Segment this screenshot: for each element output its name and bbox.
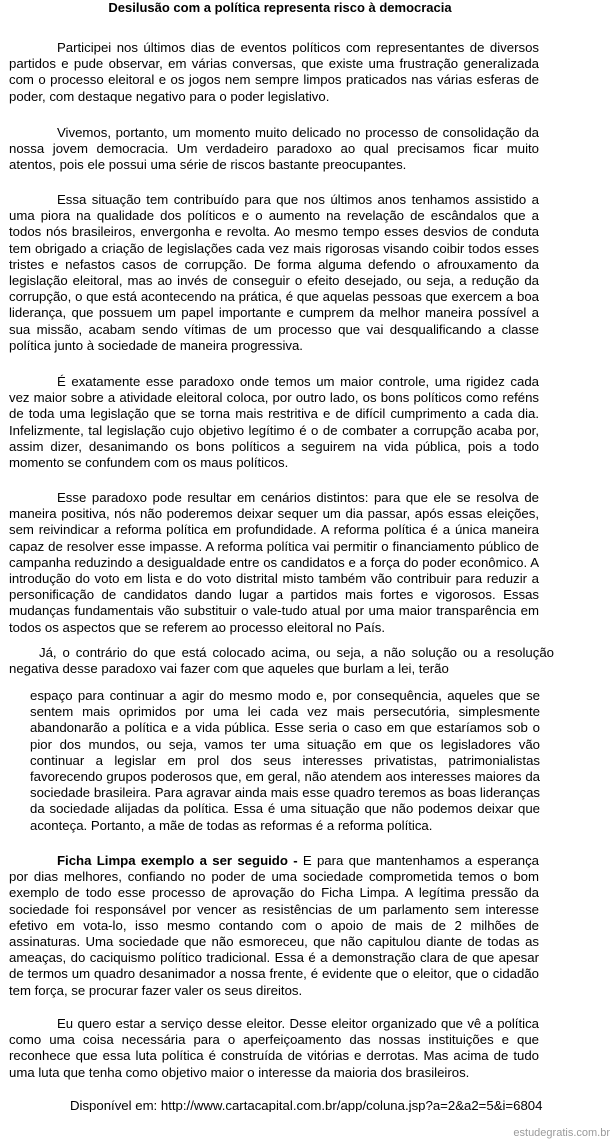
ficha-limpa-text: E para que mantenhamos a esperança por dias melhores, confiando no poder de uma sociedade comprometida temos o bom exemplo de todo esse processo de aprovação do Ficha Limpa. A legítima pressão da sociedade foi responsável por vencer as resistências de um parlamento sem interesse efetivo em vota-lo, isso mesmo contando com o apoio de mais de 2 milhões de assinaturas. Uma sociedade que não esmoreceu, que não capitulou diante de todas as ameaças, do caciquismo político tradicional. Essa é a demonstração clara de que apesar de termos um quadro desanimador a nossa frente, é evidente que o eleitor, que o cidadão tem força, se procurar fazer valer os seus direitos. (9, 853, 540, 998)
paragraph-3: Essa situação tem contribuído para que nos últimos anos tenhamos assistido a uma piora na qualidade dos políticos e o aumento na revelação de escândalos que a todos nós brasileiros, envergonha e revolta. Ao mesmo tempo esses desvios de conduta tem obrigado a criação de legislações cada vez mais rigorosas visando coibir todos esses tristes e nefastos casos de corrupção. De forma alguma defendo o afrouxamento da legislação eleitoral, mas ao invés de conseguir o efeito desejado, ou seja, a redução da corrupção, o que está acontecendo na prática, é que aquelas pessoas que exercem a boa liderança, que possuem um papel importante e cumprem da melhor maneira possível a sua missão, acabam sendo vítimas de um processo que vai desqualificando a classe política junto à sociedade de maneira progressiva. (9, 192, 539, 353)
paragraph-2: Vivemos, portanto, um momento muito delicado no processo de consolidação da nossa jovem democracia. Um verdadeiro paradoxo ao qual precisamos ficar muito atentos, pois ele possui uma série de riscos bastante preocupantes. (9, 125, 539, 173)
source-reference: Disponível em: http://www.cartacapital.com.br/app/coluna.jsp?a=2&a2=5&i=6804 (70, 1098, 543, 1112)
paragraph-4: É exatamente esse paradoxo onde temos um maior controle, uma rigidez cada vez maior sobre a atividade eleitoral coloca, por outro lado, os bons políticos como reféns de toda uma legislação que se torna mais restritiva e de difícil cumprimento a cada dia. Infelizmente, tal legislação cujo objetivo legítimo é o de combater a corrupção acaba por, assim dizer, desanimando os bons políticos a seguirem na vida pública, pois a todo momento se confundem com os maus políticos. (9, 374, 539, 471)
site-watermark: estudegratis.com.br (513, 1127, 610, 1139)
paragraph-6: Já, o contrário do que está colocado acima, ou seja, a não solução ou a resolução negativa desse paradoxo vai fazer com que aqueles que burlam a lei, terão (9, 645, 554, 677)
ficha-limpa-heading: Ficha Limpa exemplo a ser seguido - (57, 853, 298, 868)
paragraph-7: espaço para continuar a agir do mesmo modo e, por consequência, aqueles que se sentem mais oprimidos por uma lei cada vez mais persecutória, simplesmente abandonarão a política e a vida pública. Esse seria o caso em que estaríamos sob o pior dos mundos, ou seja, vamos ter uma situação em que os legisladores vão continuar a legislar em prol dos seus interesses privatistas, patrimonialistas favorecendo grupos poderosos que, em geral, não atendem aos interesses maiores da sociedade brasileira. Para agravar ainda mais esse quadro teremos as boas lideranças da sociedade alijadas da política. Essa é uma situação que não podemos deixar que aconteça. Portanto, a mãe de todas as reformas é a reforma política. (30, 688, 540, 833)
paragraph-1: Participei nos últimos dias de eventos políticos com representantes de diversos partidos e pude observar, em várias conversas, que existe uma frustração generalizada com o processo eleitoral e os jogos nem sempre limpos praticados nas várias esferas de poder, com destaque negativo para o poder legislativo. (9, 40, 539, 104)
paragraph-ficha-limpa (9, 853, 539, 999)
article-title: Desilusão com a política representa risco à democracia (108, 0, 452, 15)
paragraph-5: Esse paradoxo pode resultar em cenários distintos: para que ele se resolva de maneira positiva, nós não poderemos deixar sequer um dia passar, após essas eleições, sem reivindicar a reforma política em profundidade. A reforma política é a única maneira capaz de resolver esse impasse. A reforma política vai permitir o financiamento público de campanha reduzindo a desigualdade entre os candidatos e a força do poder econômico. A introdução do voto em lista e do voto distrital misto também vão contribuir para reduzir a personificação de candidatos dando lugar a partidos mais fortes e vigorosos. Essas mudanças fundamentais vão substituir o vale-tudo atual por uma maior transparência em todos os aspectos que se referem ao processo eleitoral no País. (9, 490, 539, 635)
paragraph-9: Eu quero estar a serviço desse eleitor. Desse eleitor organizado que vê a política como uma coisa necessária para o aperfeiçoamento das nossas instituições e que reconhece que essa luta política é construída de vitórias e derrotas. Mas acima de tudo uma luta que tenha como objetivo maior o interesse da maioria dos brasileiros. (9, 1016, 539, 1080)
